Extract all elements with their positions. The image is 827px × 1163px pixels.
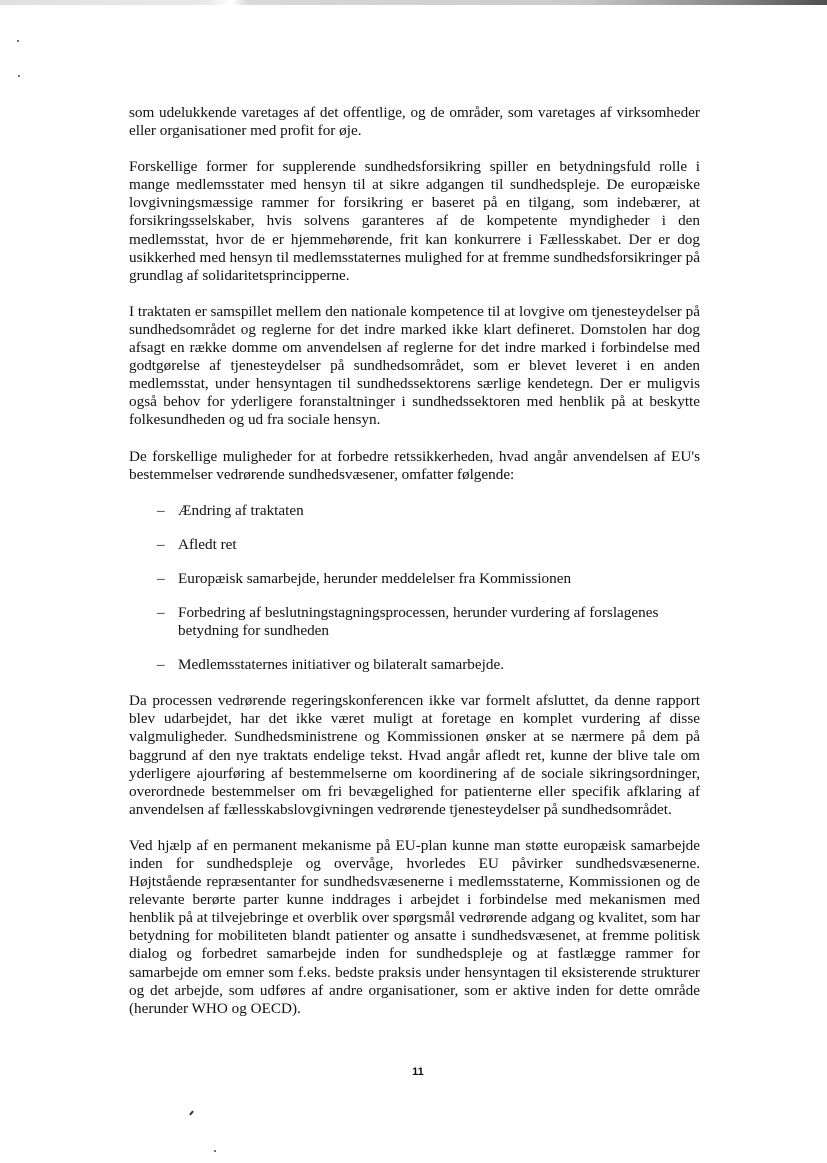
paragraph-2: Forskellige former for supplerende sundhedsforsikring spiller en betydningsfuld rolle i mange medlemsstater med hensyn til at sikre adgangen til sundhedspleje. De europæiske lovgivningsmæssige rammer for forsikring er baseret på en tilgang, som indebærer, at forsikringsselskaber, hvis solvens garanteres af de kompetente myndigheder i den medlemsstat, hvor de er hjemmehørende, frit kan konkurrere i Fællesskabet. Der er dog usikkerhed med hensyn til medlemsstaternes mulighed for at fremme sundhedsforsikringer på grundlag af solidaritetsprincipperne. <box>129 158 700 284</box>
paragraph-6: Ved hjælp af en permanent mekanisme på EU-plan kunne man støtte europæisk samarbejde inden for sundhedspleje og overvåge, hvorledes EU påvirker sundhedsvæsenerne. Højtstående repræsentanter for sundhedsvæsenerne i medlemsstaterne, Kommissionen og de relevante berørte parter kunne inddrages i arbejdet i forbindelse med mekanismen med henblik på at tilvejebringe et overblik over spørgsmål vedrørende adgang og kvalitet, som har betydning for mobiliteten blandt patienter og ansatte i sundhedsvæsenet, at fremme politisk dialog og forbedret samarbejde inden for sundhedspleje og at fastlægge rammer for samarbejde om emner som f.eks. bedste praksis under hensyntagen til eksisterende strukturer og det arbejde, som udføres af andre organisationer, som er aktive inden for dette område (herunder WHO og OECD). <box>129 836 700 1017</box>
scan-speck <box>17 40 19 42</box>
scan-edge-artifact <box>0 0 827 5</box>
list-item-text: Forbedring af beslutningstagningsprocessen, herunder vurdering af forslagenes betydning for sundheden <box>178 603 659 640</box>
list-item <box>129 604 700 640</box>
list-dash: – <box>157 603 165 621</box>
list-item-text: Europæisk samarbejde, herunder meddelelser fra Kommissionen <box>178 569 572 587</box>
paragraph-3: I traktaten er samspillet mellem den nationale kompetence til at lovgive om tjenesteydelser på sundhedsområdet og reglerne for det indre marked ikke klart defineret. Domstolen har dog afsagt en række domme om anvendelsen af reglerne for det indre marked i forbindelse med godtgørelse af tjenesteydelser på sundhedsområdet, som er blevet leveret i en anden medlemsstat, under hensyntagen til sundhedssektorens særlige kendetegn. Der er muligvis også behov for yderligere foranstaltninger i sundhedssektoren med henblik på at beskytte folkesundheden og ud fra sociale hensyn. <box>129 302 700 429</box>
list-item <box>129 536 700 554</box>
list-item-text: Medlemsstaternes initiativer og bilateralt samarbejde. <box>178 656 504 674</box>
list-dash: – <box>157 535 165 553</box>
document-body <box>129 104 700 1036</box>
paragraph-1: som udelukkende varetages af det offentlige, og de områder, som varetages af virksomheder eller organisationer med profit for øje. <box>129 104 700 140</box>
page-number: 11 <box>412 1066 424 1078</box>
list-dash: – <box>157 656 165 674</box>
list-item-text: Ændring af traktaten <box>178 501 304 519</box>
list-item <box>129 570 700 588</box>
list-item <box>129 502 700 520</box>
paragraph-5: Da processen vedrørende regeringskonferencen ikke var formelt afsluttet, da denne rapport blev udarbejdet, har det ikke været muligt at foretage en komplet vurdering af disse valgmuligheder. Sundhedsministrene og Kommissionen ønsker at se nærmere på dem på baggrund af den nye traktats endelige tekst. Hvad angår afledt ret, kunne der blive tale om yderligere ajourføring af bestemmelserne om koordinering af de sociale sikringsordninger, overordnede bestemmelser om fri bevægelighed for patienterne eller specifik afklaring af anvendelsen af fællesskabslovgivningen vedrørende tjenesteydelser på sundhedsområdet. <box>129 692 700 818</box>
scan-speck <box>18 75 20 77</box>
list-item <box>129 656 700 674</box>
list-dash: – <box>157 501 165 519</box>
scan-speck <box>214 1150 216 1152</box>
options-list <box>129 502 700 675</box>
list-item-text: Afledt ret <box>178 535 237 553</box>
scan-speck <box>189 1110 194 1115</box>
paragraph-4: De forskellige muligheder for at forbedre retssikkerheden, hvad angår anvendelsen af EU's bestemmelser vedrørende sundhedsvæsener, omfatter følgende: <box>129 447 700 483</box>
list-dash: – <box>157 569 165 587</box>
